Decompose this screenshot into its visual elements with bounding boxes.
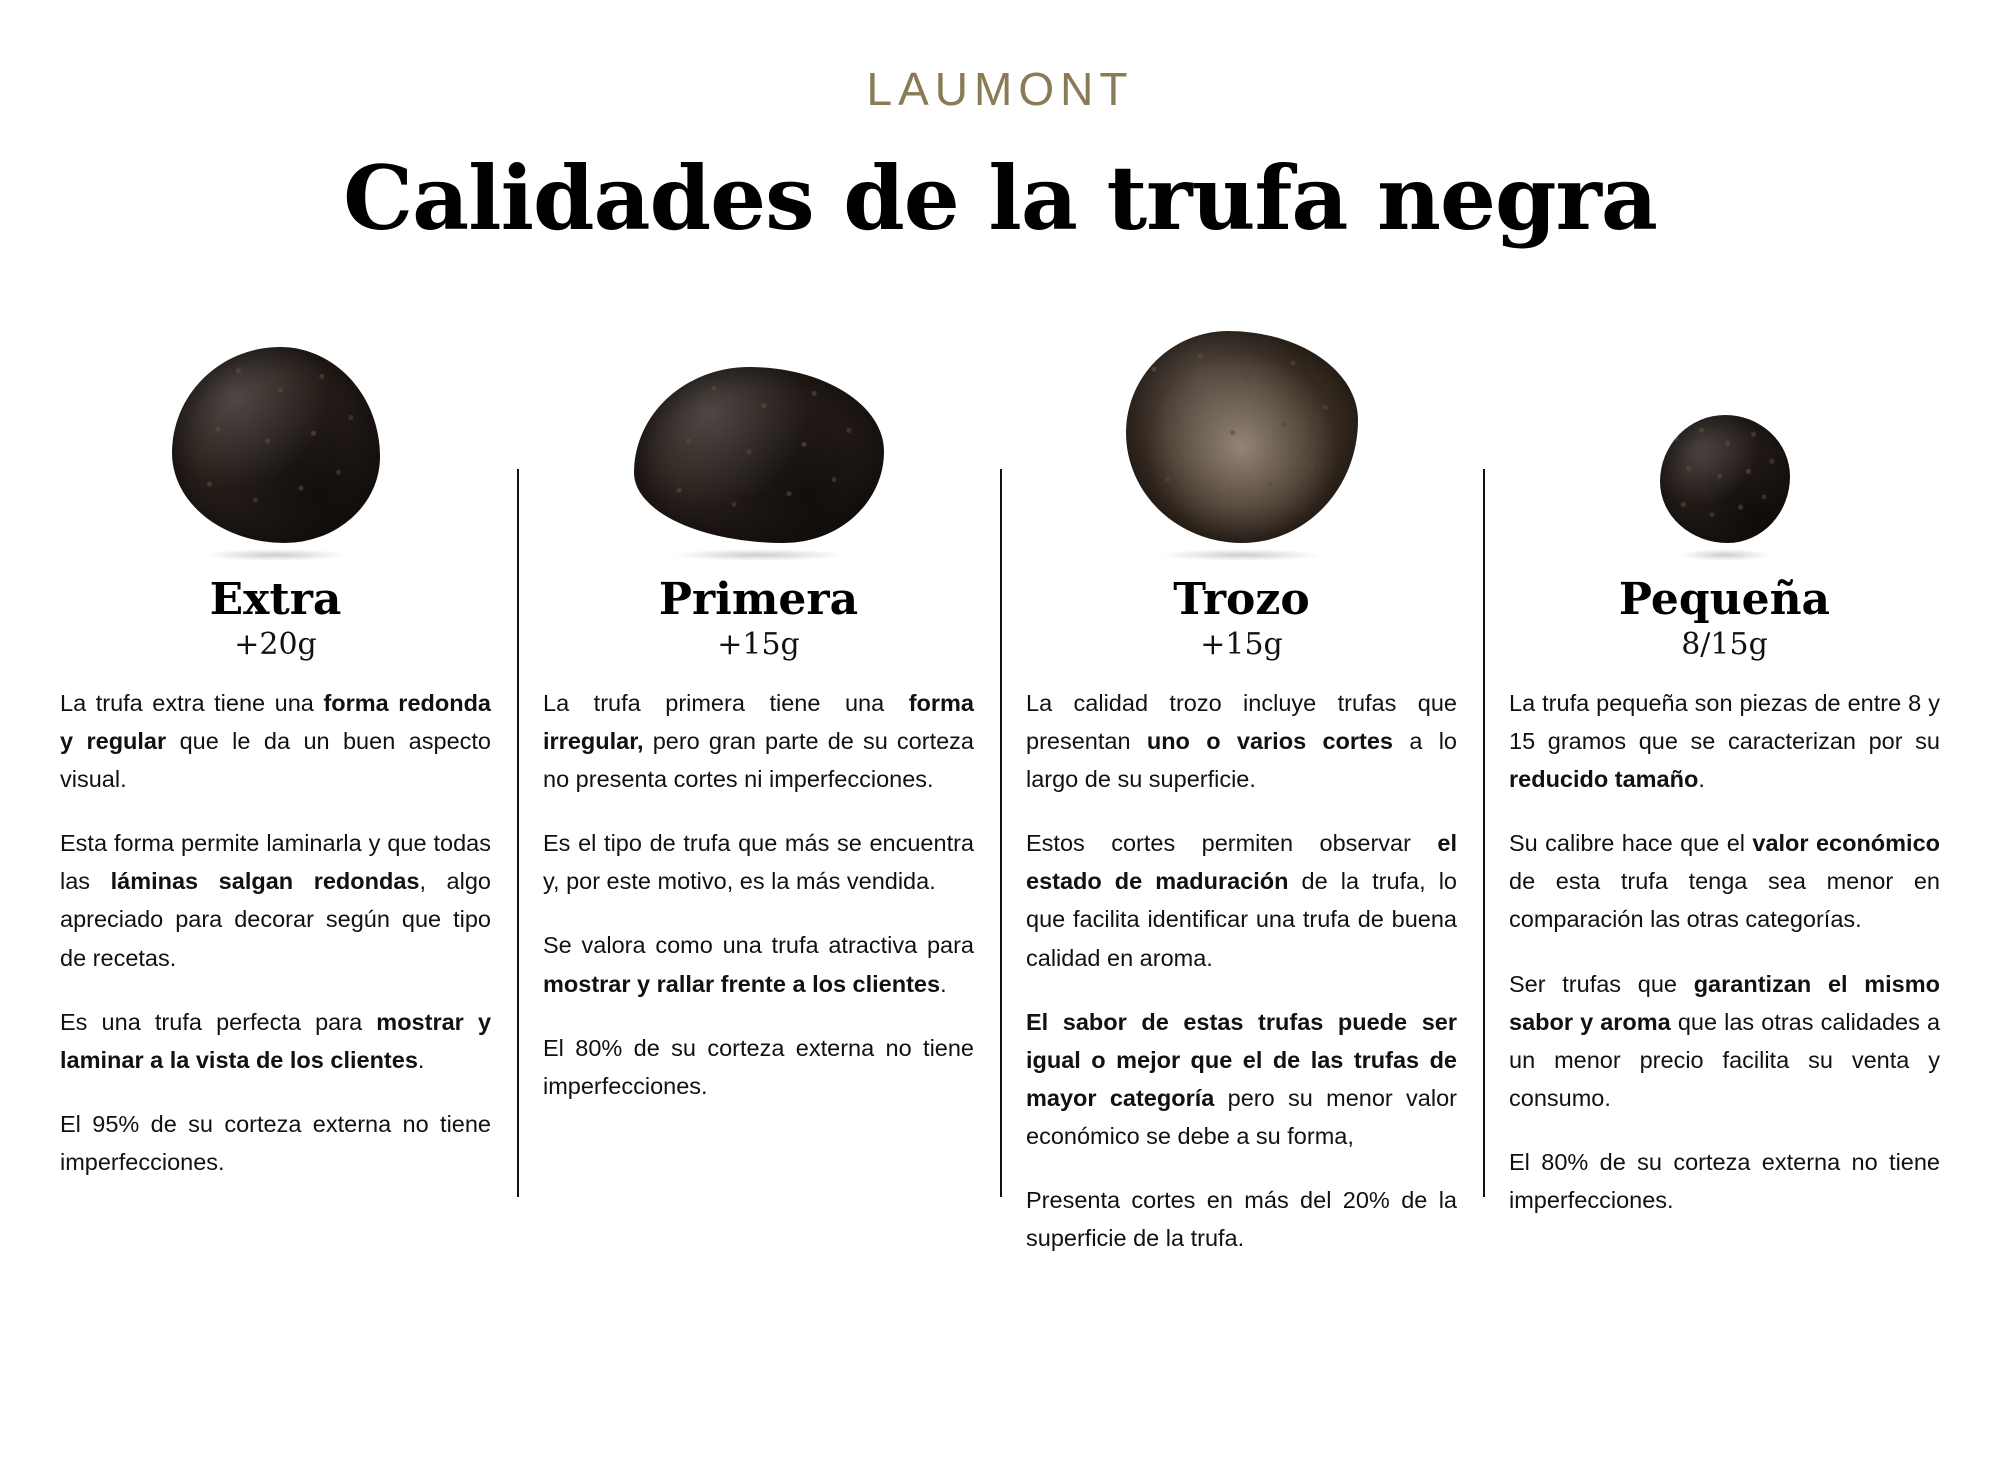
truffle-extra-shape: [172, 347, 380, 543]
paragraph: El sabor de estas trufas puede ser igual o mejor que el de las trufas de mayor categoría pero su menor valor económico se debe a su forma,: [1026, 1008, 1457, 1149]
truffle-extra-photo: [60, 301, 491, 561]
truffle-shadow: [1679, 549, 1770, 561]
paragraph: Estos cortes permiten observar el estado de maduración de la trufa, lo que facilita identificar una trufa de buena calidad en aroma.: [1026, 830, 1457, 971]
category-weight-primera: +15g: [717, 627, 800, 663]
paragraph: Es el tipo de trufa que más se encuentra y, por este motivo, es la más vendida.: [543, 830, 974, 895]
quality-column-pequena: [1483, 301, 1966, 1257]
paragraph: Su calibre hace que el valor económico de esta trufa tenga sea menor en comparación las otras categorías.: [1509, 830, 1941, 933]
page-title: Calidades de la trufa negra: [343, 146, 1657, 250]
category-weight-trozo: +15g: [1200, 627, 1283, 663]
category-weight-pequena: 8/15g: [1681, 627, 1768, 663]
paragraph: El 95% de su corteza externa no tiene imperfecciones.: [60, 1110, 491, 1175]
paragraph: La trufa extra tiene una forma redonda y regular que le da un buen aspecto visual.: [60, 690, 492, 793]
quality-column-trozo: [1000, 301, 1483, 1257]
category-name-trozo: Trozo: [1173, 573, 1310, 625]
paragraph: Se valora como una trufa atractiva para mostrar y rallar frente a los clientes.: [543, 932, 974, 997]
paragraph: La trufa pequeña son piezas de entre 8 y 15 gramos que se caracterizan por su reducido tamaño.: [1509, 690, 1940, 793]
paragraph: La trufa primera tiene una forma irregular, pero gran parte de su corteza no presenta cortes ni imperfecciones.: [543, 690, 974, 793]
category-description-trozo: [1026, 684, 1457, 1257]
category-weight-extra: +20g: [234, 627, 317, 663]
truffle-trozo-photo: [1026, 301, 1457, 561]
truffle-pequena-shape: [1660, 415, 1790, 543]
paragraph: Es una trufa perfecta para mostrar y laminar a la vista de los clientes.: [60, 1008, 492, 1073]
brand-wordmark: LAUMONT: [866, 63, 1134, 115]
poster-page: [0, 62, 2000, 1476]
quality-columns: [0, 301, 2000, 1257]
category-name-primera: Primera: [658, 573, 859, 625]
truffle-shadow: [1160, 549, 1322, 561]
category-description-primera: [543, 684, 974, 1105]
category-name-pequena: Pequeña: [1618, 573, 1831, 625]
paragraph: Ser trufas que garantizan el mismo sabor y aroma que las otras calidades a un menor precio facilita su venta y consumo.: [1509, 970, 1941, 1111]
quality-column-primera: [517, 301, 1000, 1257]
truffle-primera-shape: [634, 367, 884, 543]
category-description-pequena: [1509, 684, 1940, 1219]
truffle-shadow: [671, 549, 846, 561]
paragraph: La calidad trozo incluye trufas que presentan uno o varios cortes a lo largo de su superficie.: [1026, 690, 1457, 793]
truffle-primera-photo: [543, 301, 974, 561]
category-name-extra: Extra: [209, 573, 342, 625]
truffle-pequena-photo: [1509, 301, 1940, 561]
paragraph: Esta forma permite laminarla y que todas las láminas salgan redondas, algo apreciado para decorar según que tipo de recetas.: [60, 830, 491, 971]
truffle-shadow: [203, 549, 349, 561]
paragraph: El 80% de su corteza externa no tiene imperfecciones.: [543, 1034, 974, 1099]
paragraph: El 80% de su corteza externa no tiene imperfecciones.: [1509, 1148, 1940, 1213]
paragraph: Presenta cortes en más del 20% de la superficie de la trufa.: [1026, 1186, 1457, 1251]
truffle-trozo-shape: [1126, 331, 1358, 543]
quality-column-extra: [34, 301, 517, 1257]
category-description-extra: [60, 684, 491, 1181]
